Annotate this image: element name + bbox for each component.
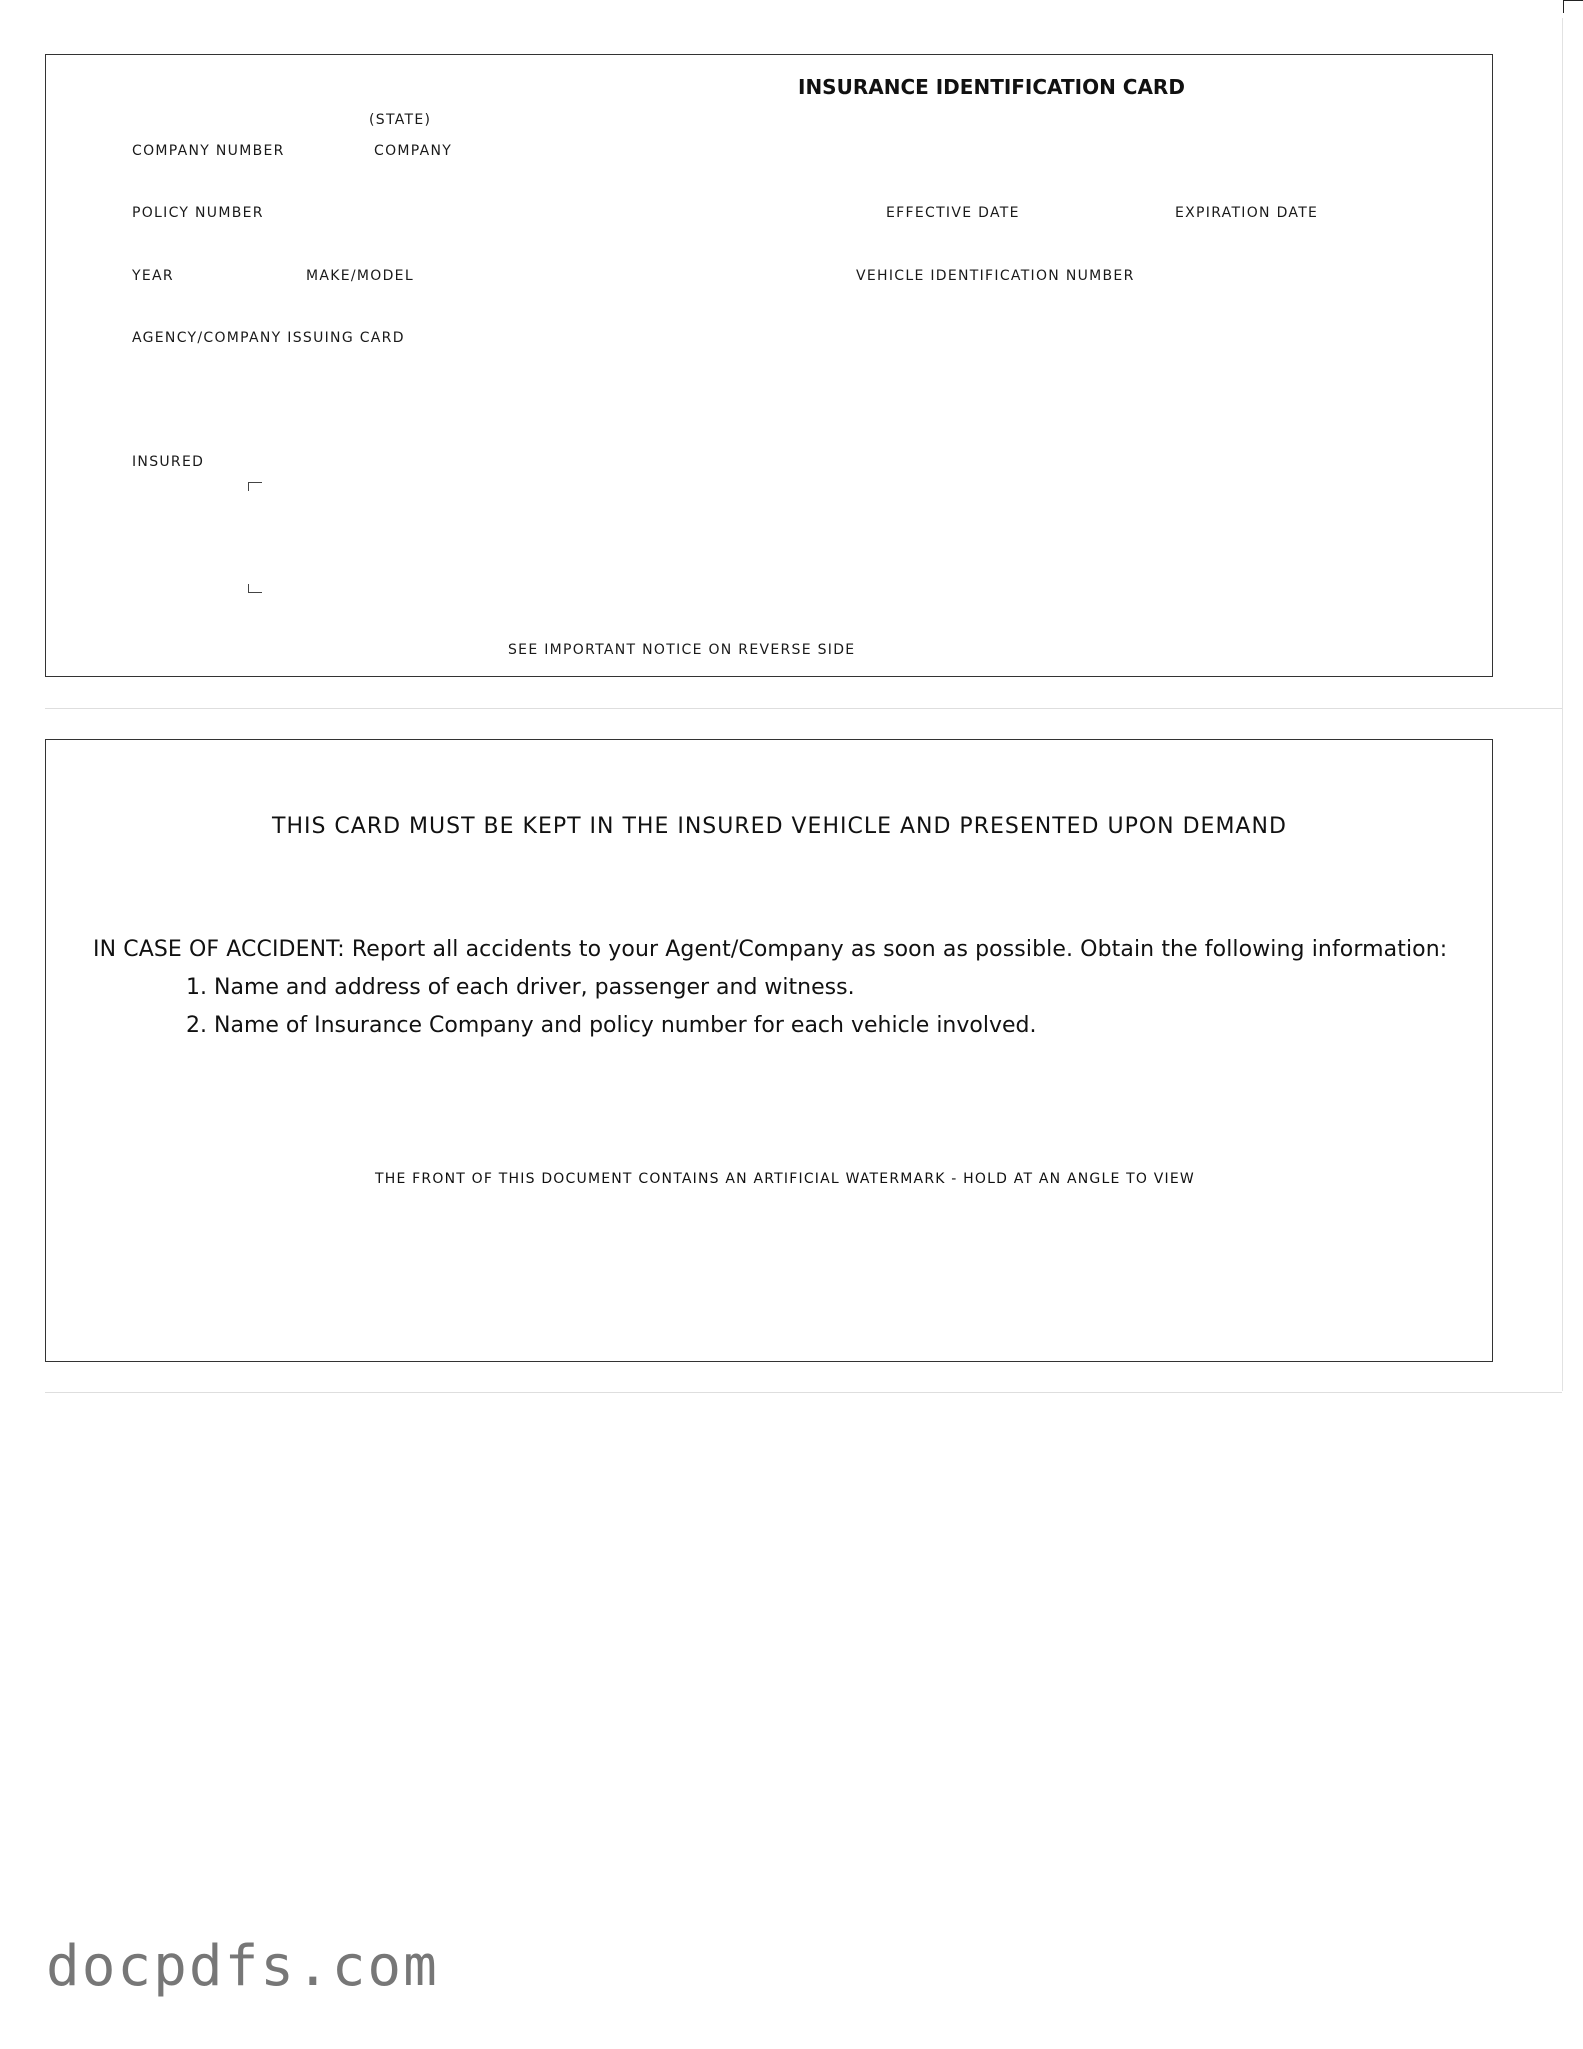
watermark-notice: THE FRONT OF THIS DOCUMENT CONTAINS AN ARTIFICIAL WATERMARK - HOLD AT AN ANGLE TO VIEW [375, 1171, 1195, 1187]
list-item-number: 2. [186, 1013, 207, 1038]
back-card [45, 739, 1493, 1362]
list-item [186, 1013, 1036, 1038]
insured-label: INSURED [132, 454, 205, 470]
list-item-text: Name of Insurance Company and policy number for each vehicle involved. [214, 1013, 1037, 1038]
policy-number-label: POLICY NUMBER [132, 205, 264, 221]
card-title: INSURANCE IDENTIFICATION CARD [798, 75, 1185, 99]
company-number-label: COMPANY NUMBER [132, 143, 285, 159]
vin-label: VEHICLE IDENTIFICATION NUMBER [856, 268, 1135, 284]
accident-instructions: IN CASE OF ACCIDENT: Report all accidents to your Agent/Company as soon as possible. Obtain the following information: [93, 937, 1448, 962]
address-bracket-top [248, 482, 262, 491]
make-model-label: MAKE/MODEL [306, 268, 414, 284]
issuer-label: AGENCY/COMPANY ISSUING CARD [132, 330, 405, 346]
corner-mark [1563, 0, 1583, 13]
expiration-date-label: EXPIRATION DATE [1175, 205, 1319, 221]
list-item-number: 1. [186, 975, 207, 1000]
front-card [45, 54, 1493, 677]
address-bracket-bottom [248, 584, 262, 593]
company-label: COMPANY [374, 143, 453, 159]
year-label: YEAR [132, 268, 174, 284]
cut-line [45, 1392, 1562, 1393]
list-item-text: Name and address of each driver, passenger and witness. [214, 975, 855, 1000]
reverse-notice: SEE IMPORTANT NOTICE ON REVERSE SIDE [508, 642, 856, 658]
state-label: (STATE) [369, 112, 432, 128]
effective-date-label: EFFECTIVE DATE [886, 205, 1020, 221]
page-edge-line [1562, 18, 1563, 1391]
keep-card-heading: THIS CARD MUST BE KEPT IN THE INSURED VEHICLE AND PRESENTED UPON DEMAND [272, 814, 1287, 839]
list-item [186, 975, 855, 1000]
docpdfs-logo: docpdfs.com [46, 1934, 439, 1999]
cut-line [45, 708, 1562, 709]
